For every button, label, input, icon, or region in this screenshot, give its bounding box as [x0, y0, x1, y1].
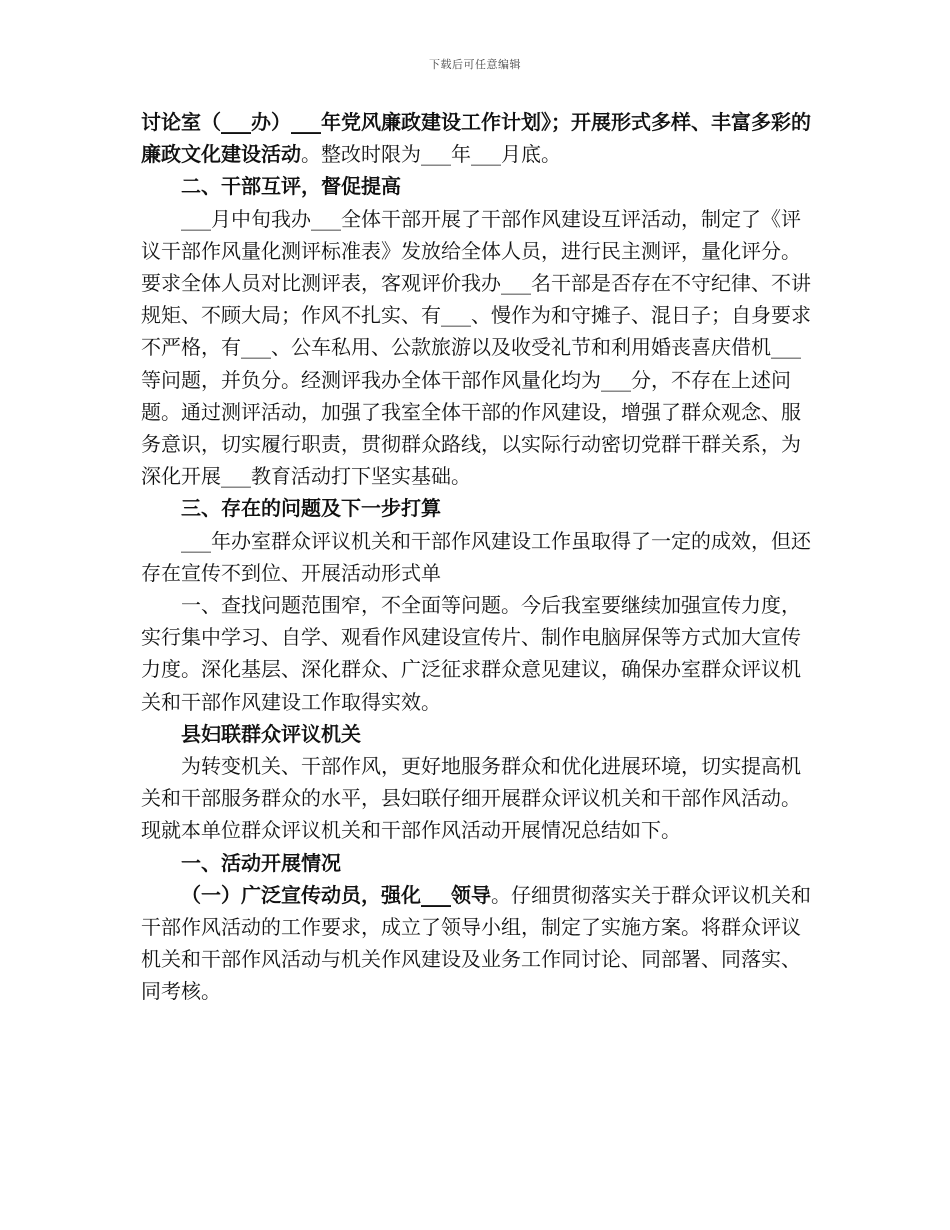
- document-body: [141, 106, 813, 1008]
- section-heading-county: 县妇联群众评议机关: [181, 721, 361, 746]
- paragraph-4: 一、查找问题范围窄，不全面等问题。今后我室要继续加强宣传力度，实行集中学习、自学、观看作风建设宣传片、制作电脑屏保等方式加大宣传力度。深化基层、深化群众、广泛征求群众意见建议，确保办室群众评议机关和干部作风建设工作取得实效。: [141, 593, 801, 714]
- paragraph-text: 。整改时限为___年___月底。: [301, 142, 561, 167]
- section-heading-1: 一、活动开展情况: [181, 850, 341, 875]
- section-heading-3: 三、存在的问题及下一步打算: [181, 496, 441, 521]
- page-header: 下载后可任意编辑: [429, 58, 521, 71]
- bold-lead-text: （一）广泛宣传动员，强化___领导: [181, 882, 491, 907]
- section-heading-2: 二、干部互评，督促提高: [181, 174, 401, 199]
- paragraph-6: [141, 879, 813, 1008]
- paragraph-3: ___年办室群众评议机关和干部作风建设工作虽取得了一定的成效，但还存在宣传不到位、开展活动形式单: [141, 528, 811, 585]
- paragraph-1: [141, 106, 813, 170]
- bold-lead-text: 讨论室（___办）___年党风廉政建设工作计划》；开展形式多样、丰富多彩的廉政文化建设活动: [141, 110, 811, 167]
- paragraph-text: 。仔细贯彻落实关于群众评议机关和干部作风活动的工作要求，成立了领导小组，制定了实施方案。将群众评议机关和干部作风活动与机关作风建设及业务工作同讨论、同部署、同落实、同考核。: [141, 882, 811, 1004]
- paragraph-2: ___月中旬我办___全体干部开展了干部作风建设互评活动，制定了《评议干部作风量化测评标准表》发放给全体人员，进行民主测评，量化评分。要求全体人员对比测评表，客观评价我办___名干部是否存在不守纪律、不讲规矩、不顾大局；作风不扎实、有___、慢作为和守摊子、混日子；自身要求不严格，有___、公车私用、公款旅游以及收受礼节和利用婚丧喜庆借机___等问题，并负分。经测评我办全体干部作风量化均为___分，不存在上述问题。通过测评活动，加强了我室全体干部的作风建设，增强了群众观念、服务意识，切实履行职责，贯彻群众路线，以实际行动密切党群干群关系，为深化开展___教育活动打下坚实基础。: [141, 206, 811, 489]
- paragraph-5: 为转变机关、干部作风，更好地服务群众和优化进展环境，切实提高机关和干部服务群众的水平，县妇联仔细开展群众评议机关和干部作风活动。现就本单位群众评议机关和干部作风活动开展情况总结如下。: [141, 754, 801, 843]
